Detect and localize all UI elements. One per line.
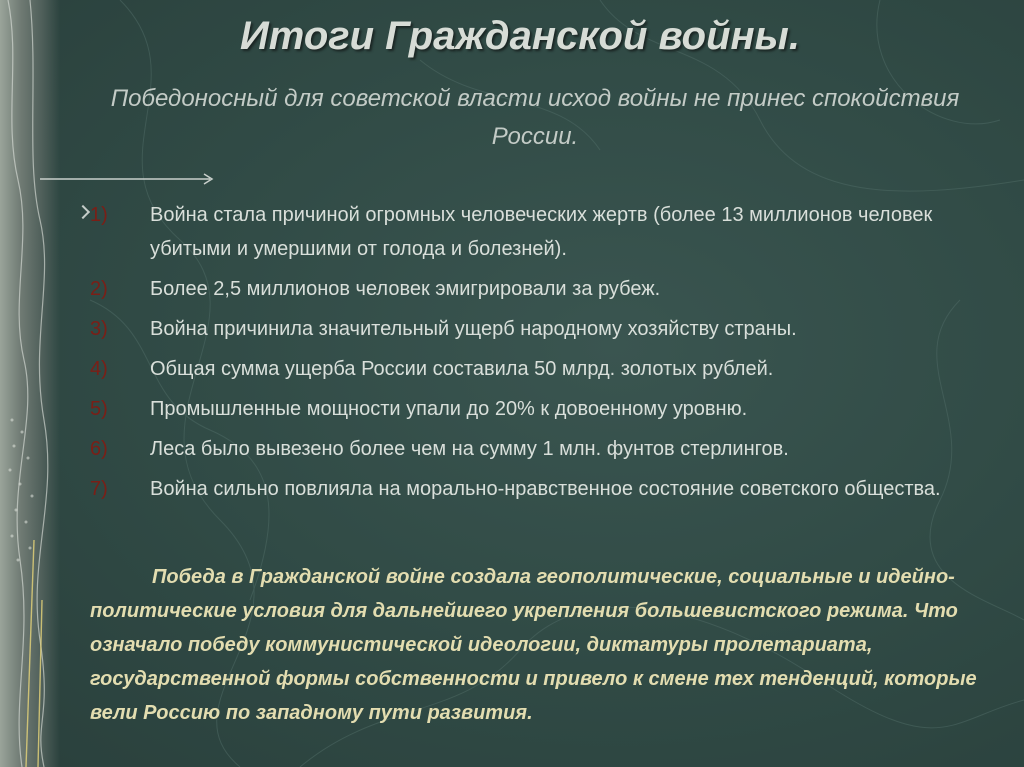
- slide-title: Итоги Гражданской войны.: [240, 14, 800, 58]
- item-number: 4): [90, 358, 108, 380]
- item-number: 5): [90, 398, 108, 420]
- results-list: [78, 198, 998, 512]
- list-item: [78, 272, 998, 306]
- bullet-icon: [76, 205, 90, 219]
- list-item: [78, 198, 998, 266]
- map-texture: [0, 0, 60, 767]
- item-text: Война сильно повлияла на морально-нравственное состояние советского общества.: [150, 478, 941, 500]
- item-text: Леса было вывезено более чем на сумму 1 млн. фунтов стерлингов.: [150, 438, 789, 460]
- list-item: [78, 392, 998, 426]
- item-number: 1): [90, 204, 108, 226]
- item-text: Война причинила значительный ущерб народному хозяйству страны.: [150, 318, 797, 340]
- item-text: Промышленные мощности упали до 20% к довоенному уровню.: [150, 398, 748, 420]
- item-number: 7): [90, 478, 108, 500]
- item-number: 6): [90, 438, 108, 460]
- conclusion-paragraph: Победа в Гражданской войне создала геополитические, социальные и идейно-политические условия для дальнейшего укрепления большевистского режима. Что означало победу коммунистической идеологии, диктатуры пролетариата, государственной формы собственности и привело к смене тех тенденций, которые вели Россию по западному пути развития.: [90, 566, 977, 724]
- list-item: [78, 352, 998, 386]
- item-number: 3): [90, 318, 108, 340]
- item-text: Война стала причиной огромных человеческих жертв (более 13 миллионов человек убитыми и умершими от голода и болезней).: [150, 204, 933, 260]
- item-number: 2): [90, 278, 108, 300]
- slide-subtitle: Победоносный для советской власти исход войны не принес спокойствия России.: [110, 85, 960, 150]
- list-item: [78, 472, 998, 506]
- list-item: [78, 312, 998, 346]
- list-item: [78, 432, 998, 466]
- item-text: Более 2,5 миллионов человек эмигрировали за рубеж.: [150, 278, 661, 300]
- arrow-icon: [40, 172, 220, 186]
- item-text: Общая сумма ущерба России составила 50 млрд. золотых рублей.: [150, 358, 774, 380]
